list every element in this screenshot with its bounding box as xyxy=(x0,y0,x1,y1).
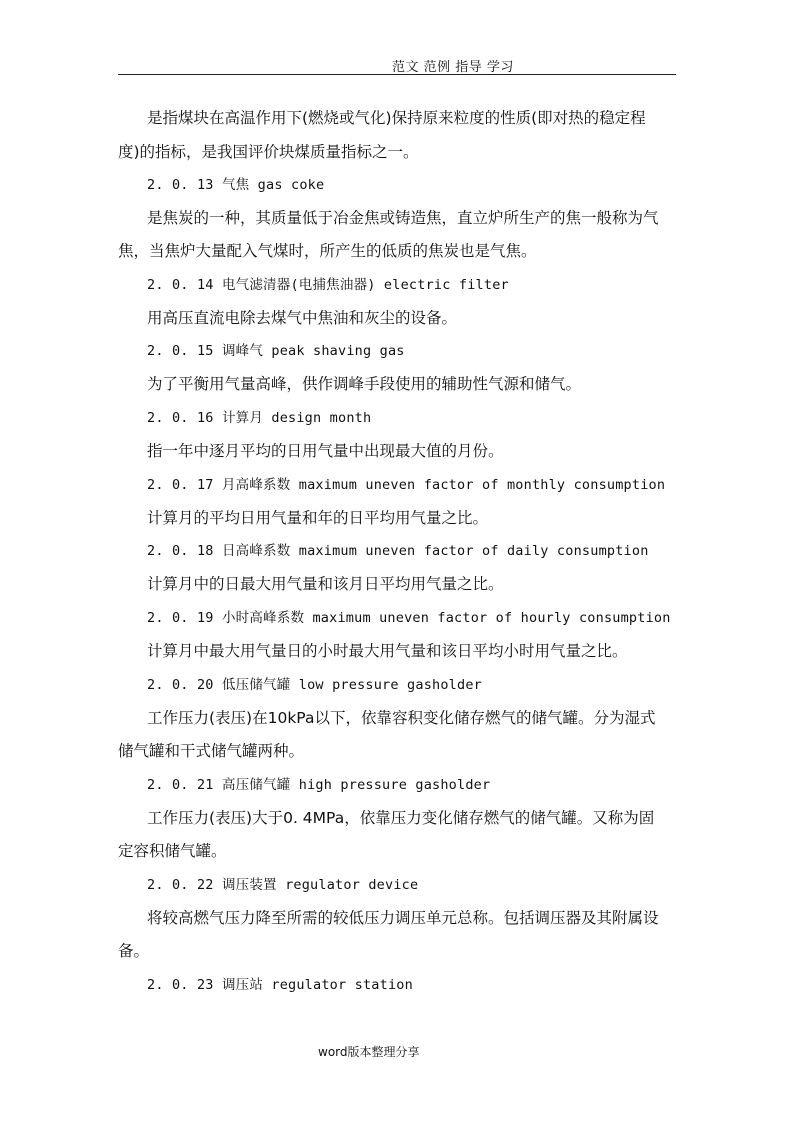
body-line: 计算月中的日最大用气量和该月日平均用气量之比。 xyxy=(147,575,504,593)
body-line: 工作压力(表压)大于0. 4MPa，依靠压力变化储存燃气的储气罐。又称为固 xyxy=(147,809,655,827)
header-rule xyxy=(118,74,676,75)
term-heading: 2. 0. 16 计算月 design month xyxy=(147,410,372,426)
term-heading: 2. 0. 20 低压储气罐 low pressure gasholder xyxy=(147,677,482,693)
term-heading: 2. 0. 15 调峰气 peak shaving gas xyxy=(147,343,405,359)
header-text: 范文 范例 指导 学习 xyxy=(392,60,514,75)
page-footer: word版本整理分享 xyxy=(318,1045,420,1059)
body-line: 储气罐和干式储气罐两种。 xyxy=(118,742,305,760)
term-heading: 2. 0. 19 小时高峰系数 maximum uneven factor of hourly consumption xyxy=(147,610,671,626)
body-line: 度)的指标，是我国评价块煤质量指标之一。 xyxy=(118,143,419,161)
body-line: 为了平衡用气量高峰，供作调峰手段使用的辅助性气源和储气。 xyxy=(147,375,582,393)
term-heading: 2. 0. 21 高压储气罐 high pressure gasholder xyxy=(147,777,491,793)
term-heading: 2. 0. 14 电气滤清器(电捕焦油器) electric filter xyxy=(147,277,509,293)
body-line: 指一年中逐月平均的日用气量中出现最大值的月份。 xyxy=(147,442,504,460)
body-line: 是焦炭的一种，其质量低于冶金焦或铸造焦，直立炉所生产的焦一般称为气 xyxy=(147,209,659,227)
body-line: 焦，当焦炉大量配入气煤时，所产生的低质的焦炭也是气焦。 xyxy=(118,242,537,260)
term-heading: 2. 0. 18 日高峰系数 maximum uneven factor of daily consumption xyxy=(147,543,649,559)
body-line: 用高压直流电除去煤气中焦油和灰尘的设备。 xyxy=(147,309,458,327)
body-line: 定容积储气罐。 xyxy=(118,842,227,860)
body-line: 备。 xyxy=(118,942,150,960)
term-heading: 2. 0. 17 月高峰系数 maximum uneven factor of monthly consumption xyxy=(147,477,666,493)
term-heading: 2. 0. 22 调压装置 regulator device xyxy=(147,877,419,893)
term-heading: 2. 0. 13 气焦 gas coke xyxy=(147,177,325,193)
body-line: 将较高燃气压力降至所需的较低压力调压单元总称。包括调压器及其附属设 xyxy=(147,909,659,927)
term-heading: 2. 0. 23 调压站 regulator station xyxy=(147,977,413,993)
body-line: 计算月中最大用气量日的小时最大用气量和该日平均小时用气量之比。 xyxy=(147,642,628,660)
body-line: 是指煤块在高温作用下(燃烧或气化)保持原来粒度的性质(即对热的稳定程 xyxy=(147,109,646,127)
body-line: 工作压力(表压)在10kPa以下，依靠容积变化储存燃气的储气罐。分为湿式 xyxy=(147,709,656,727)
body-line: 计算月的平均日用气量和年的日平均用气量之比。 xyxy=(147,509,489,527)
